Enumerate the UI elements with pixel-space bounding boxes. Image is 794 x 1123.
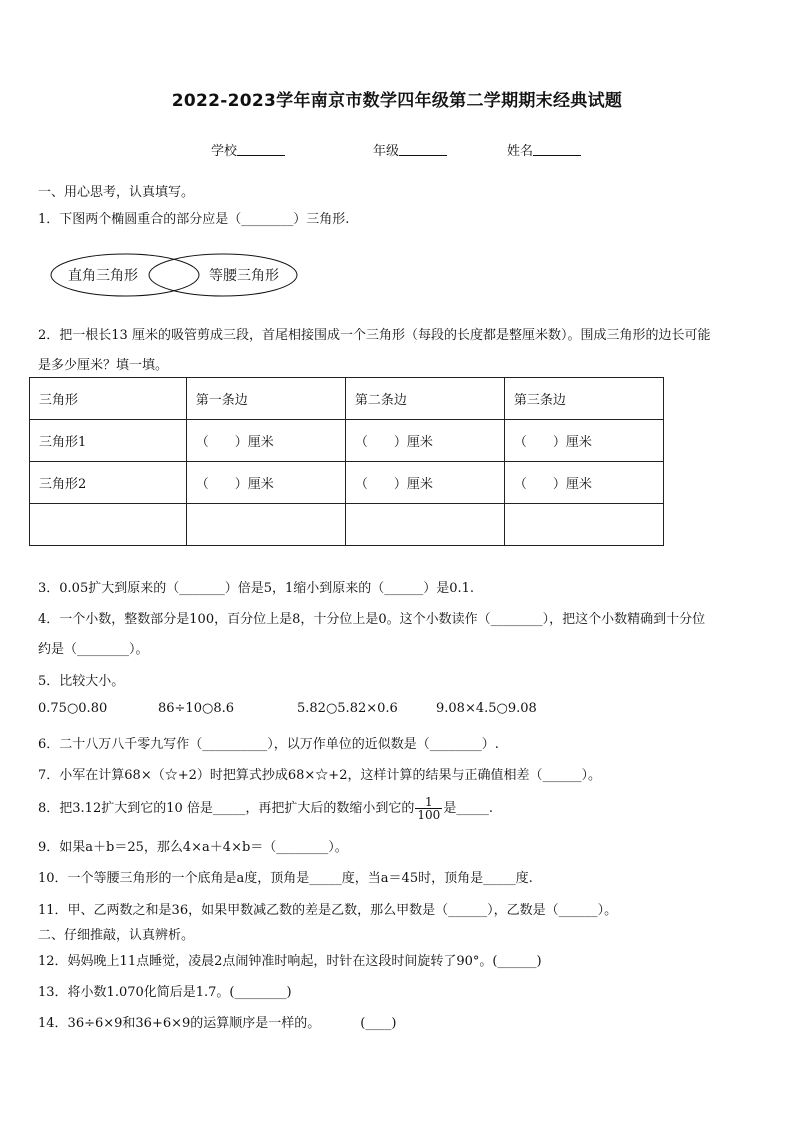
- table-cell[interactable]: （ ）厘米: [504, 462, 663, 504]
- q1-text-b: ）三角形.: [293, 212, 350, 227]
- table-row: [30, 504, 664, 546]
- q8-text-b: 是_____.: [443, 801, 493, 816]
- q1-blank[interactable]: ________: [241, 212, 294, 227]
- compare-item: 5.82○5.82×0.6: [297, 701, 398, 716]
- q14-answer-mark[interactable]: (____): [360, 1016, 397, 1031]
- table-cell[interactable]: [504, 504, 663, 546]
- question-6: 6．二十八万八千零九写作（__________），以万作单位的近似数是（________）.: [38, 737, 499, 752]
- compare-item: 86÷10○8.6: [158, 701, 234, 716]
- q1-text-a: 1．下图两个椭圆重合的部分应是（: [38, 212, 242, 227]
- grade-blank[interactable]: [399, 143, 447, 156]
- school-field: [211, 140, 285, 159]
- table-cell[interactable]: [186, 504, 345, 546]
- question-11: 11．甲、乙两数之和是36，如果甲数减乙数的差是乙数，那么甲数是（______），乙数是（______）。: [38, 903, 618, 918]
- fraction-denominator: 100: [417, 808, 441, 822]
- table-cell[interactable]: （ ）厘米: [186, 420, 345, 462]
- question-5: 5．比较大小。: [38, 674, 125, 689]
- fraction-numerator: 1: [415, 796, 442, 809]
- question-9: 9．如果a＋b＝25，那么4×a＋4×b＝（________）。: [38, 840, 348, 855]
- page-title: 2022-2023学年南京市数学四年级第二学期期末经典试题: [171, 91, 623, 111]
- table-header-cell: 第二条边: [345, 378, 504, 420]
- table-header-cell: 三角形: [30, 378, 187, 420]
- triangle-table: [29, 377, 664, 546]
- table-header-cell: 第一条边: [186, 378, 345, 420]
- table-row: [30, 420, 664, 462]
- table-cell[interactable]: （ ）厘米: [504, 420, 663, 462]
- venn-right-label: 等腰三角形: [209, 268, 279, 284]
- compare-item: 9.08×4.5○9.08: [436, 701, 537, 716]
- table-cell[interactable]: （ ）厘米: [186, 462, 345, 504]
- question-3: 3．0.05扩大到原来的（_______）倍是5，1缩小到原来的（______）是0.1.: [38, 581, 475, 596]
- section-2-heading: 二、仔细推敲，认真辨析。: [38, 928, 195, 943]
- table-header-cell: 第三条边: [504, 378, 663, 420]
- question-12: 12．妈妈晚上11点睡觉，凌晨2点闹钟准时响起，时针在这段时间旋转了90°。(______): [38, 954, 542, 969]
- compare-item: 0.75○0.80: [38, 701, 108, 716]
- question-10: 10．一个等腰三角形的一个底角是a度，顶角是_____度，当a＝45时，顶角是_____度.: [38, 871, 533, 886]
- table-cell: 三角形2: [30, 462, 187, 504]
- q14-text: 14．36÷6×9和36+6×9的运算顺序是一样的。: [38, 1016, 321, 1031]
- grade-label: 年级: [373, 144, 400, 159]
- school-blank[interactable]: [237, 143, 285, 156]
- fraction: [415, 796, 442, 821]
- question-4-line-1: 4．一个小数，整数部分是100，百分位上是8，十分位上是0。这个小数读作（________），把这个小数精确到十分位: [38, 612, 706, 627]
- name-field: [507, 140, 581, 159]
- table-cell: 三角形1: [30, 420, 187, 462]
- table-cell[interactable]: [30, 504, 187, 546]
- question-2-line-2: 是多少厘米？填一填。: [38, 358, 169, 373]
- venn-left-label: 直角三角形: [68, 268, 138, 284]
- name-label: 姓名: [507, 144, 534, 159]
- question-13: 13．将小数1.070化简后是1.7。(________): [38, 985, 292, 1000]
- question-1: [38, 208, 349, 227]
- table-row: [30, 462, 664, 504]
- grade-field: [373, 140, 447, 159]
- table-cell[interactable]: [345, 504, 504, 546]
- question-2-line-1: 2．把一根长13 厘米的吸管剪成三段，首尾相接围成一个三角形（每段的长度都是整厘米数）。围成三角形的边长可能: [38, 328, 711, 343]
- table-header-row: [30, 378, 664, 420]
- question-4-line-2: 约是（________）。: [38, 642, 149, 657]
- question-8: [38, 796, 493, 821]
- school-label: 学校: [211, 144, 238, 159]
- table-cell[interactable]: （ ）厘米: [345, 420, 504, 462]
- question-14: [38, 1012, 396, 1031]
- q8-text-a: 8．把3.12扩大到它的10 倍是_____，再把扩大后的数缩小到它的: [38, 801, 415, 816]
- question-7: 7．小军在计算68×（☆+2）时把算式抄成68×☆+2，这样计算的结果与正确值相差（______）。: [38, 768, 601, 783]
- venn-diagram: [48, 250, 308, 300]
- name-blank[interactable]: [533, 143, 581, 156]
- table-cell[interactable]: （ ）厘米: [345, 462, 504, 504]
- section-1-heading: 一、用心思考，认真填写。: [38, 185, 195, 200]
